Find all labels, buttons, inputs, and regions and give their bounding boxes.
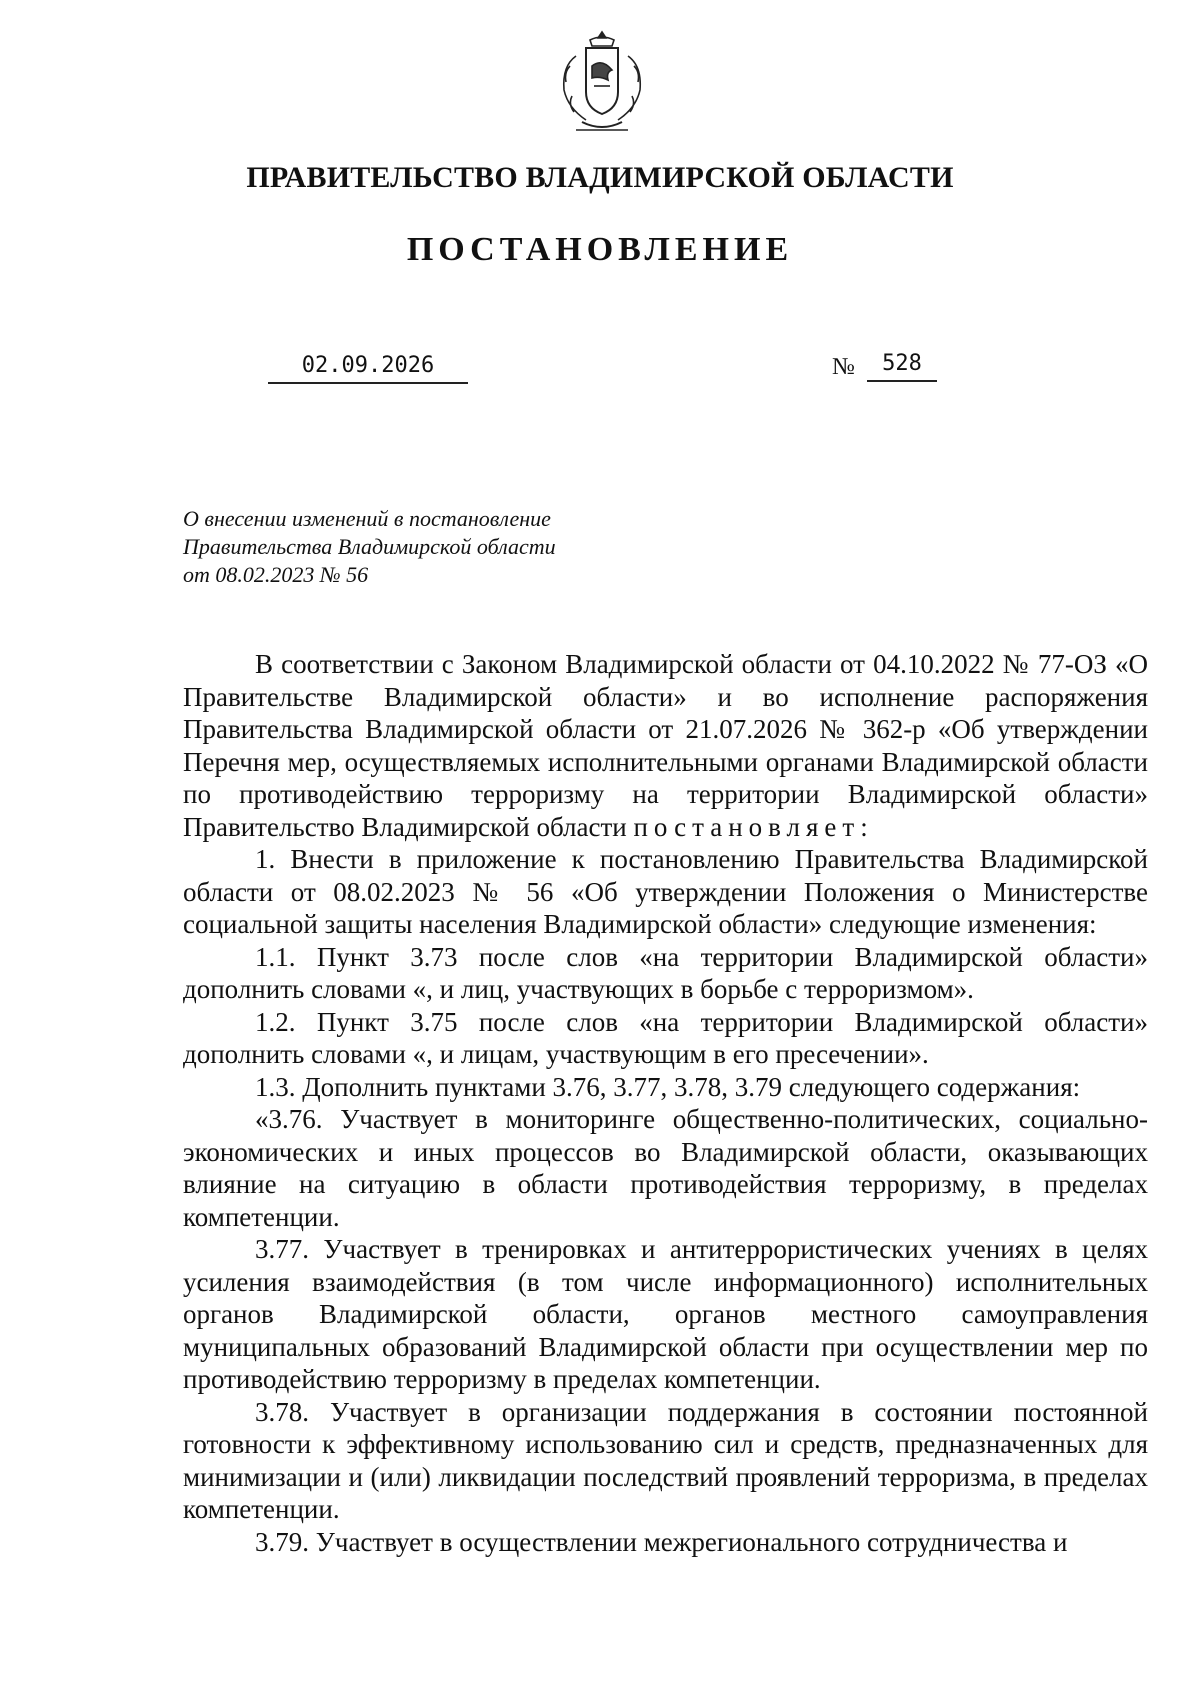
document-type-title: ПОСТАНОВЛЕНИЕ bbox=[406, 231, 794, 268]
document-subject bbox=[183, 505, 556, 589]
number-label: № bbox=[832, 354, 855, 380]
clause-1-3: 1.3. Дополнить пунктами 3.76, 3.77, 3.78, 3.79 следующего содержания: bbox=[255, 1071, 1081, 1102]
clause-3-76: «3.76. Участвует в мониторинге общественно-политических, социально-экономических и иных процессов во Владимирской области, оказывающих влияние на ситуацию в области противодействия терроризму, в пределах компетенции. bbox=[183, 1104, 1148, 1232]
clause-3-77: 3.77. Участвует в тренировках и антитеррористических учениях в целях усиления взаимодействия (в том числе информационного) исполнительных органов Владимирской области, органов местного самоуправления муниципальных образований Владимирской области при осуществлении мер по противодействию терроризму в пределах компетенции. bbox=[183, 1234, 1148, 1394]
subject-line: Правительства Владимирской области bbox=[183, 534, 556, 559]
document-body bbox=[183, 648, 1148, 1558]
document-number: 528 bbox=[867, 350, 937, 382]
clause-3-78: 3.78. Участвует в организации поддержания в состоянии постоянной готовности к эффективному использованию сил и средств, предназначенных для минимизации и (или) ликвидации последствий проявлений терроризма, в пределах компетенции. bbox=[183, 1396, 1148, 1524]
subject-line: от 08.02.2023 № 56 bbox=[183, 562, 369, 587]
clause-1: 1. Внести в приложение к постановлению Правительства Владимирской области от 08.02.2023 № 56 «Об утверждении Положения о Министерстве социальной защиты населения Владимирской области» следующие изменения: bbox=[183, 844, 1148, 939]
government-title: ПРАВИТЕЛЬСТВО ВЛАДИМИРСКОЙ ОБЛАСТИ bbox=[246, 161, 954, 194]
coat-of-arms-emblem bbox=[546, 26, 658, 138]
subject-line: О внесении изменений в постановление bbox=[183, 506, 551, 531]
document-date: 02.09.2026 bbox=[268, 352, 468, 384]
resolves-word: постановляет: bbox=[633, 811, 874, 842]
preamble-paragraph bbox=[183, 648, 1148, 843]
preamble-text: В соответствии с Законом Владимирской области от 04.10.2022 № 77-ОЗ «О Правительстве Владимирской области» и во исполнение распоряжения Правительства Владимирской области от 21.07.2026 № 362-р «Об утверждении Перечня мер, осуществляемых исполнительными органами Владимирской области по противодействию терроризму на территории Владимирской области» Правительство Владимирской области bbox=[183, 649, 1148, 842]
clause-1-2: 1.2. Пункт 3.75 после слов «на территории Владимирской области» дополнить словами «, и лицам, участвующим в его пресечении». bbox=[183, 1006, 1148, 1069]
clause-3-79: 3.79. Участвует в осуществлении межрегионального сотрудничества и bbox=[255, 1526, 1068, 1557]
clause-1-1: 1.1. Пункт 3.73 после слов «на территории Владимирской области» дополнить словами «, и лиц, участвующих в борьбе с терроризмом». bbox=[183, 941, 1148, 1004]
